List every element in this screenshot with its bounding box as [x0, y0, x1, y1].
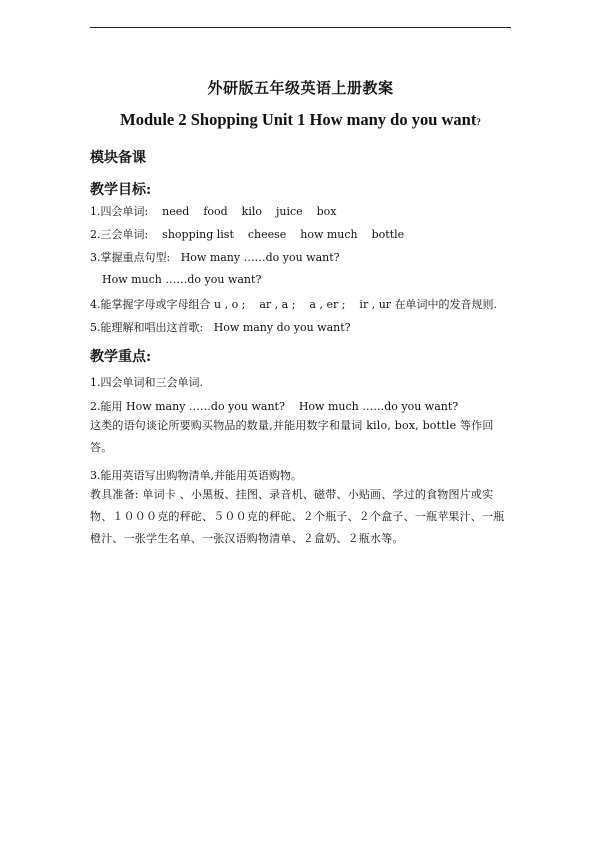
goal-line-3b: How much ……do you want?: [102, 273, 262, 286]
goal-line-5: 5.能理解和唱出这首歌: How many do you want?: [90, 321, 351, 334]
document-title-cn: 外研版五年级英语上册教案: [207, 79, 394, 97]
section-prep-heading: 模块备课: [90, 150, 146, 166]
key-point-2: 2.能用 How many ……do you want? How much ……do you want?: [90, 400, 459, 413]
sentence-paragraph: 这类的语句谈论所要购买物品的数量,并能用数字和量词 kilo, box, bottle 等作回答。: [90, 419, 494, 454]
document-title-en: [90, 110, 511, 130]
key-points-heading: 教学重点:: [90, 349, 152, 365]
key-point-1: 1.四会单词和三会单词.: [90, 376, 203, 389]
title-en-mark: ?: [476, 117, 481, 127]
materials-paragraph: 教具准备: 单词卡 、小黑板、挂图、录音机、磁带、小贴画、学过的食物图片或实物、１０００克的秤砣、５００克的秤砣、２个瓶子、２个盒子、一瓶苹果汁、一瓶橙汁、一张学生名单、一张汉语购物清单、２盒奶、２瓶水等。: [90, 488, 505, 545]
goal-line-1: 1.四会单词: need food kilo juice box: [90, 205, 337, 218]
goal-line-2: 2.三会单词: shopping list cheese how much bottle: [90, 228, 405, 241]
title-en-text: Module 2 Shopping Unit 1 How many do you want: [120, 110, 477, 129]
header-rule: [90, 27, 511, 28]
goals-heading: 教学目标:: [90, 182, 152, 198]
goal-line-3: 3.掌握重点句型: How many ……do you want?: [90, 251, 340, 264]
goal-line-4: 4.能掌握字母或字母组合 u , o ; ar , a ; a , er ; ir , ur 在单词中的发音规则.: [90, 298, 498, 311]
key-point-3: 3.能用英语写出购物清单,并能用英语购物。: [90, 469, 302, 482]
